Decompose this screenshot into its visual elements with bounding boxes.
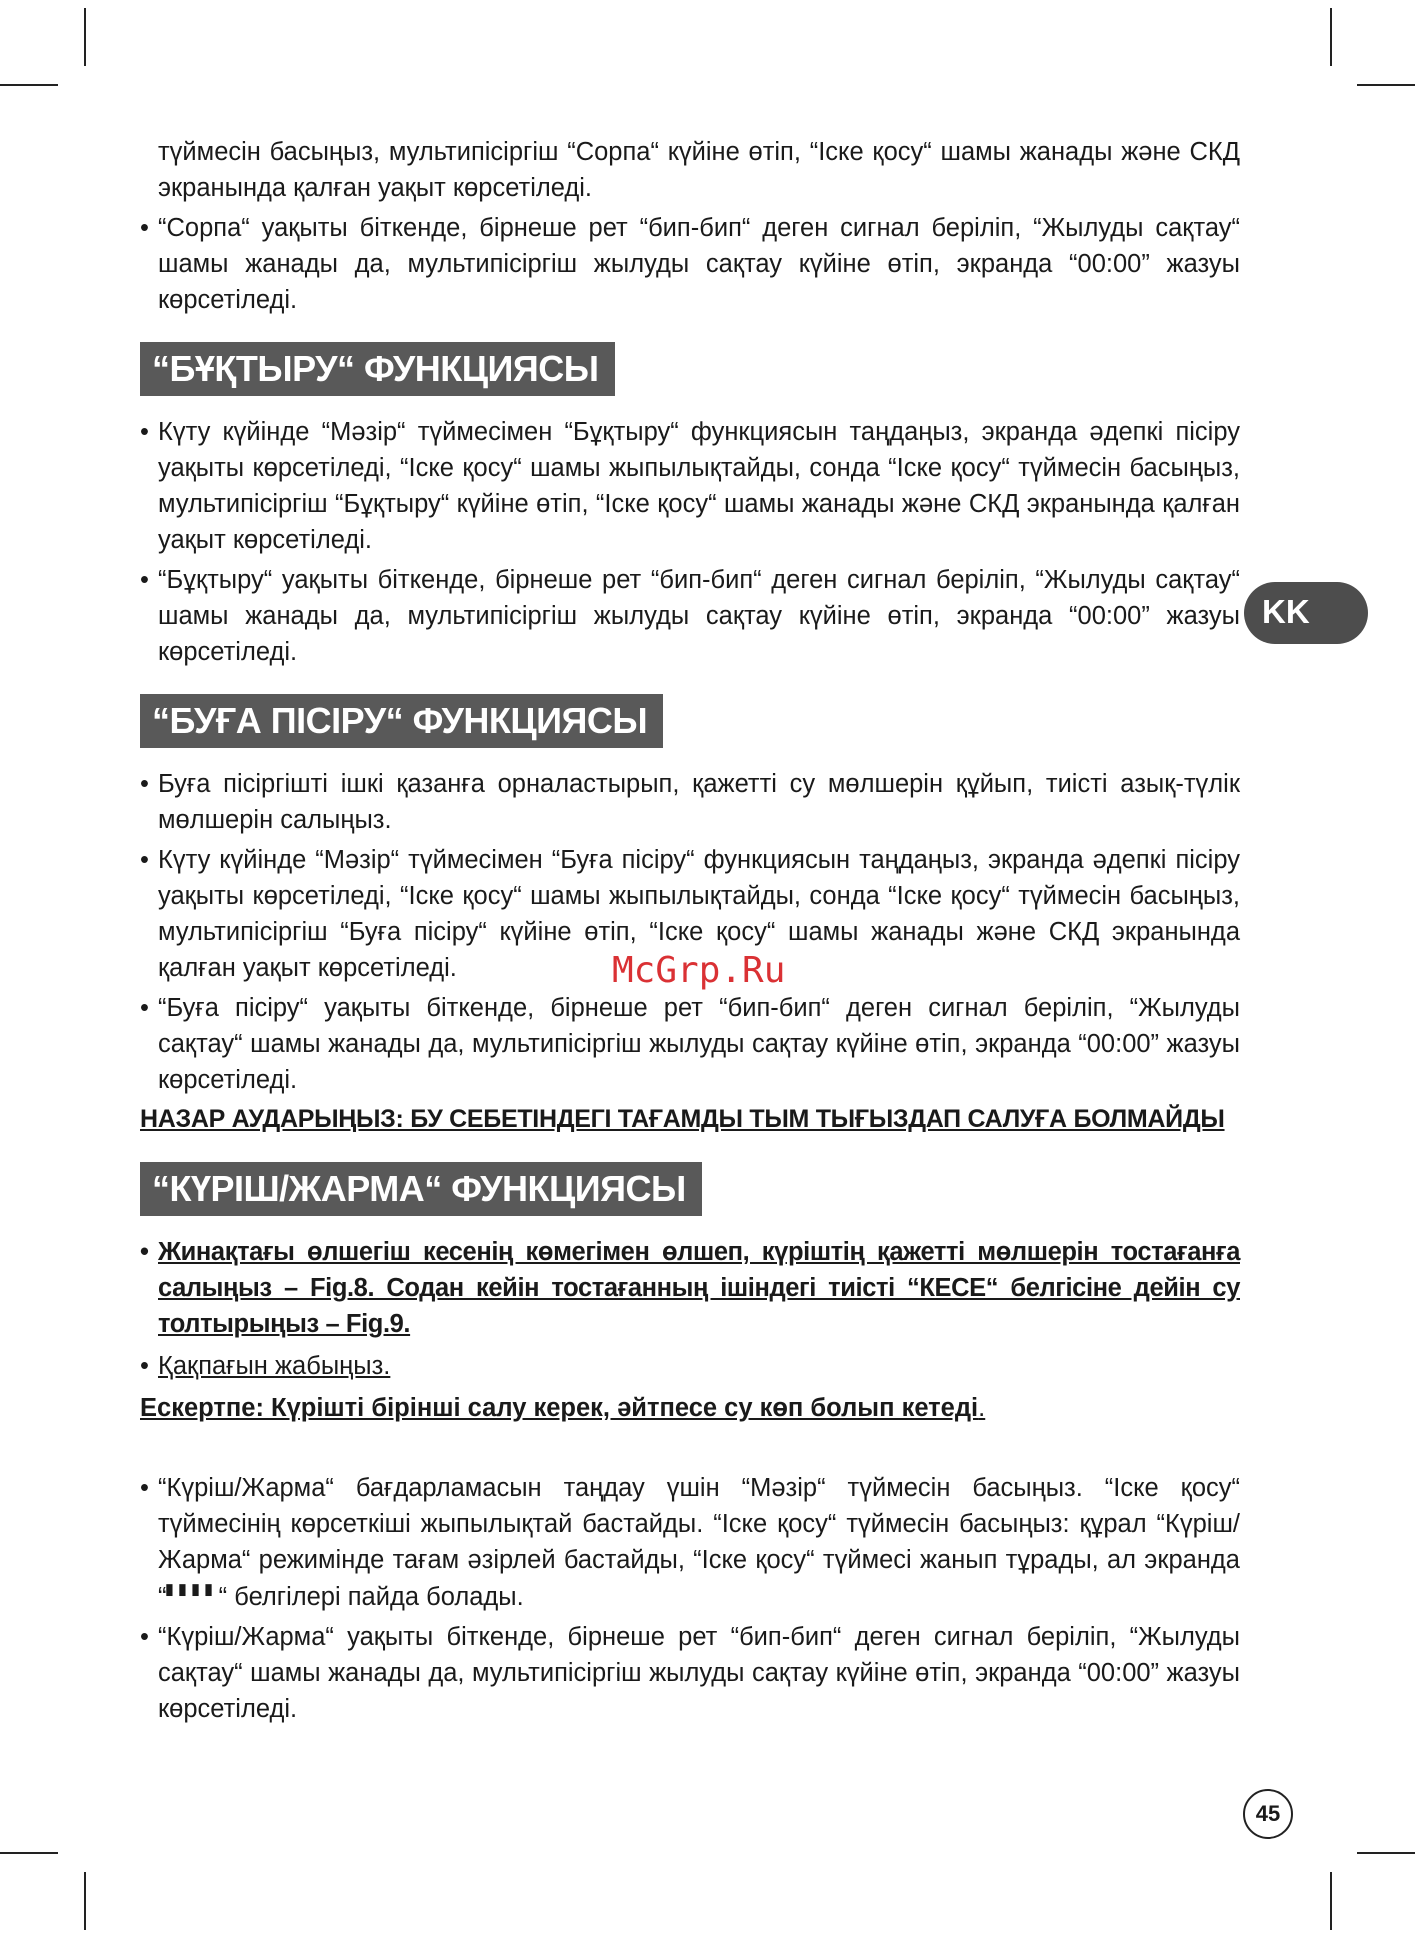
continued-paragraph: түймесін басыңыз, мультипісіргіш “Сорпа“ күйіне өтіп, “Іске қосу“ шамы жанады және СКД экранында қалған уақыт көрсетіледі. (158, 138, 1240, 202)
list-item-text: “Бұқтыру“ уақыты біткенде, бірнеше рет “бип-бип“ деген сигнал беріліп, “Жылуды сақтау“ шамы жанады да, мультипісіргіш жылуды сақтау күйіне өтіп, экранда “00:00” жазуы көрсетіледі. (158, 566, 1240, 666)
crop-mark (1330, 1872, 1332, 1930)
list-item-text: “Буға пісіру“ уақыты біткенде, бірнеше рет “бип-бип“ деген сигнал беріліп, “Жылуды сақтау“ шамы жанады да, мультипісіргіш жылуды сақтау күйіне өтіп, экранда “00:00” жазуы көрсетіледі. (158, 994, 1240, 1094)
bullet-marker: • (140, 1623, 149, 1651)
bullet-marker: • (140, 1474, 149, 1502)
note-line (140, 1390, 1240, 1426)
list-item (140, 990, 1240, 1098)
list-item-text: “Күріш/Жарма“ бағдарламасын таңдау үшін “Мәзір“ түймесін басыңыз. “Іске қосу“ түймесінің көрсеткіші жыпылықтай бастайды. “Іске қосу“ түймесін басыңыз: құрал “Күріш/Жарма“ режимінде тағам әзірлей бастайды, “Іске қосу“ түймесі жанып тұрады, ал экранда “ (158, 1474, 1240, 1611)
crop-mark (1330, 8, 1332, 66)
crop-mark (84, 8, 86, 66)
crop-mark (0, 1852, 58, 1854)
list-item-text: Қақпағын жабыңыз. (158, 1352, 391, 1380)
list-item-text: Күту күйінде “Мәзір“ түймесімен “Буға пісіру“ функциясын таңдаңыз, экранда әдепкі пісіру уақыты көрсетіледі, “Іске қосу“ шамы жыпылықтайды, сонда “Іске қосу“ түймесін басыңыз, мультипісіргіш “Буға пісіру“ күйіне өтіп, “Іске қосу“ шамы жанады және СКД экранында қалған уақыт көрсетіледі. (158, 846, 1240, 982)
list-item (140, 414, 1240, 558)
language-tab (1244, 582, 1368, 644)
spacer (140, 1426, 1240, 1470)
list-item (140, 210, 1240, 318)
bullet-marker: • (140, 770, 149, 798)
section-heading-buga: “БУҒА ПІСІРУ“ ФУНКЦИЯСЫ (140, 694, 663, 748)
list-item (140, 1619, 1240, 1727)
list-item-text: Жинақтағы өлшегіш кесенің көмегімен өлшеп, күріштің қажетті мөлшерін тостағанға салыңыз – Fig.8. Содан кейін тостағанның ішіндегі тиісті “КЕСЕ“ белгісіне дейін су толтырыңыз – Fig.9. (158, 1238, 1240, 1338)
bullet-marker: • (140, 1238, 149, 1266)
bullet-marker: • (140, 994, 149, 1022)
list-item-text: Күту күйінде “Мәзір“ түймесімен “Бұқтыру“ функциясын таңдаңыз, экранда әдепкі пісіру уақыты көрсетіледі, “Іске қосу“ шамы жыпылықтайды, сонда “Іске қосу“ түймесін басыңыз, мультипісіргіш “Бұқтыру“ күйіне өтіп, “Іске қосу“ шамы жанады және СКД экранында қалған уақыт көрсетіледі. (158, 418, 1240, 554)
list-item-text: “Күріш/Жарма“ уақыты біткенде, бірнеше рет “бип-бип“ деген сигнал беріліп, “Жылуды сақтау“ шамы жанады да, мультипісіргіш жылуды сақтау күйіне өтіп, экранда “00:00” жазуы көрсетіледі. (158, 1623, 1240, 1723)
list-item (140, 1234, 1240, 1342)
list-item (140, 1348, 1240, 1384)
language-code: KK (1262, 593, 1310, 630)
crop-mark (1357, 84, 1415, 86)
note-period: . (978, 1394, 986, 1422)
crop-mark (84, 1872, 86, 1930)
list-item (140, 1470, 1240, 1615)
list-item-text: Буға пісіргішті ішкі қазанға орналастырып, қажетті су мөлшерін құйып, тиісті азық-түлік мөлшерін салыңыз. (158, 770, 1240, 834)
page-number: 45 (1243, 1789, 1293, 1839)
bullet-marker: • (140, 1352, 149, 1380)
page-content (140, 134, 1240, 1731)
note-text: Ескертпе: Күрішті бірінші салу керек, әйтпесе су көп болып кетеді (140, 1394, 979, 1422)
list-item-text-end: “ белгілері пайда болады. (218, 1583, 524, 1611)
section-heading-kurish: “КҮРІШ/ЖАРМА“ ФУНКЦИЯСЫ (140, 1162, 702, 1216)
watermark: McGrp.Ru (612, 950, 786, 991)
display-segments-icon: ▘▘▘▘ (166, 1584, 219, 1608)
crop-mark (1357, 1852, 1415, 1854)
bullet-marker: • (140, 214, 149, 242)
bullet-marker: • (140, 566, 149, 594)
bullet-marker: • (140, 846, 149, 874)
warning-notice: НАЗАР АУДАРЫҢЫЗ: БУ СЕБЕТІНДЕГІ ТАҒАМДЫ ТЫМ ТЫҒЫЗДАП САЛУҒА БОЛМАЙДЫ (140, 1105, 1225, 1133)
crop-mark (0, 84, 58, 86)
list-item (140, 562, 1240, 670)
list-item (140, 766, 1240, 838)
bullet-marker: • (140, 418, 149, 446)
list-item-text: “Сорпа“ уақыты біткенде, бірнеше рет “бип-бип“ деген сигнал беріліп, “Жылуды сақтау“ шамы жанады да, мультипісіргіш жылуды сақтау күйіне өтіп, экранда “00:00” жазуы көрсетіледі. (158, 214, 1240, 314)
section-heading-buqtyru: “БҰҚТЫРУ“ ФУНКЦИЯСЫ (140, 342, 615, 396)
